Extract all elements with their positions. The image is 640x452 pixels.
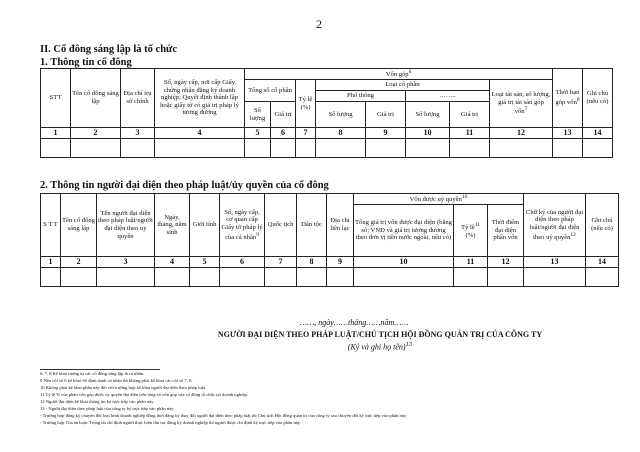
blank-cell [406, 139, 450, 158]
col-number: 5 [190, 257, 220, 268]
blank-cell [121, 139, 155, 158]
col-rep-name: Tên người đại diện theo pháp luật/người đại diện theo uỷ quyền [97, 194, 155, 257]
col-number: 14 [586, 257, 619, 268]
blank-cell [454, 268, 488, 287]
footnote: 6, 7, 8 Kê khai tương tự các cổ đông sáng lập là cá nhân. [40, 371, 145, 376]
col-other-value: Giá trị [450, 102, 490, 128]
date-line: ……, ngày……tháng……năm…… [300, 318, 409, 327]
col-common: Phổ thông [316, 91, 406, 102]
col-number: 5 [245, 128, 271, 139]
col-number: 12 [490, 128, 553, 139]
col-asset: Loại tài sản, số lượng, giá trị tài sản góp vốn$^7$ [490, 80, 553, 128]
col-number: 10 [354, 257, 454, 268]
col-other: …….. [406, 91, 490, 102]
blank-cell [553, 139, 583, 158]
footnote: 9 Nếu cột số 6 kê khai Số định danh cá nhân thì không phải kê khai các cột số 7, 8. [40, 378, 193, 383]
col-shareholder-name: Tên cổ đông sáng lập [61, 194, 97, 257]
blank-cell [583, 139, 613, 158]
blank-cell [271, 139, 296, 158]
blank-cell [61, 268, 97, 287]
col-common-qty: Số lượng [316, 102, 366, 128]
col-number: 8 [316, 128, 366, 139]
col-number: 1 [41, 257, 61, 268]
blank-cell [450, 139, 490, 158]
col-number: 4 [155, 128, 245, 139]
col-number: 10 [406, 128, 450, 139]
blank-cell [488, 268, 524, 287]
subsection-2-title: 2. Thông tin người đại diện theo pháp luật/ủy quyền của cổ đông [40, 180, 329, 191]
col-ratio: Tỷ lệ (%) [296, 80, 316, 128]
col-number: 14 [583, 128, 613, 139]
blank-cell [41, 139, 71, 158]
col-number: 13 [553, 128, 583, 139]
col-total-qty: Số lượng [245, 102, 271, 128]
col-ratio: Tỷ lệ$^{11}$ (%) [454, 205, 488, 257]
col-signature: Chữ ký của người đại diện theo pháp luật/người đại diện theo uỷ quyền$^{12}$ [524, 194, 586, 257]
blank-cell [220, 268, 265, 287]
footnote: 10 Không phải kê khai phần này đối với trường hợp kê khai người đại diện theo pháp luật. [40, 385, 207, 390]
col-total-value: Tổng giá trị vốn được đại diện (bằng số; VNĐ và giá trị tương đương theo đơn vị tiền nước ngoài, nếu có) [354, 205, 454, 257]
blank-cell [265, 268, 297, 287]
footnote: 11 Tỷ lệ % của phần vốn góp được ủy quyền đại diện trên tổng số vốn góp của cổ đông tổ chức tại doanh nghiệp. [40, 392, 248, 397]
col-nationality: Quốc tịch [265, 194, 297, 257]
blank-cell [41, 268, 61, 287]
blank-cell [316, 139, 366, 158]
sign-note: (Ký và ghi họ tên)$^{13}$ [347, 341, 413, 352]
col-representation-date: Thời điểm đại diện phần vốn [488, 205, 524, 257]
blank-cell [327, 268, 354, 287]
col-total-shares: Tổng số cổ phần [245, 80, 296, 102]
blank-cell [297, 268, 327, 287]
col-number: 3 [121, 128, 155, 139]
col-term: Thời hạn góp vốn$^8$ [553, 69, 583, 128]
col-number: 13 [524, 257, 586, 268]
blank-cell [354, 268, 454, 287]
col-common-value: Giá trị [366, 102, 406, 128]
footnote-divider [40, 369, 160, 370]
col-number: 7 [296, 128, 316, 139]
col-gender: Giới tính [190, 194, 220, 257]
blank-cell [155, 268, 190, 287]
col-registration: Số, ngày cấp, nơi cấp Giấy chứng nhận đăng ký doanh nghiệp; Quyết định thành lập hoặc giấy tờ có giá trị pháp lý tương đương [155, 69, 245, 128]
col-other-qty: Số lượng [406, 102, 450, 128]
shareholder-info-table [40, 68, 613, 158]
blank-cell [245, 139, 271, 158]
footnote: - Trường hợp đăng ký chuyển đổi loại hình doanh nghiệp đồng thời đăng ký thay đổi người đại diện theo pháp luật thì Chủ tịch Hội đồng quản trị của công ty sau chuyển đổi ký trực tiếp vào phần này. [40, 413, 407, 418]
col-number: 1 [41, 128, 71, 139]
blank-cell [155, 139, 245, 158]
col-number: 11 [454, 257, 488, 268]
col-contact-address: Địa chỉ liên lạc [327, 194, 354, 257]
col-note: Ghi chú (nếu có) [586, 194, 619, 257]
representative-info-table [40, 193, 619, 287]
blank-cell [97, 268, 155, 287]
col-number: 3 [97, 257, 155, 268]
blank-cell [190, 268, 220, 287]
section-title: II. Cổ đông sáng lập là tổ chức [40, 44, 177, 55]
col-capital: Vốn góp$^6$ [245, 69, 553, 80]
col-number: 6 [271, 128, 296, 139]
footnote: - Trường hợp Tòa án hoặc Trọng tài chỉ định người thực hiện thủ tục đăng ký doanh nghiệp thì người được chỉ định ký trực tiếp vào phần này. [40, 420, 301, 425]
blank-cell [71, 139, 121, 158]
col-number: 4 [155, 257, 190, 268]
subsection-1-title: 1. Thông tin cổ đông [40, 57, 132, 68]
blank-cell [490, 139, 553, 158]
col-total-value: Giá trị [271, 102, 296, 128]
col-number: 11 [450, 128, 490, 139]
col-number: 12 [488, 257, 524, 268]
col-number: 6 [220, 257, 265, 268]
blank-cell [586, 268, 619, 287]
col-number: 9 [366, 128, 406, 139]
col-number: 8 [297, 257, 327, 268]
col-address: Địa chỉ trụ sở chính [121, 69, 155, 128]
col-id-doc: Số, ngày cấp, cơ quan cấp Giấy tờ pháp lý của cá nhân$^9$ [220, 194, 265, 257]
blank-cell [296, 139, 316, 158]
col-number: 9 [327, 257, 354, 268]
col-number: 2 [61, 257, 97, 268]
col-share-type: Loại cổ phần [316, 80, 490, 91]
blank-cell [366, 139, 406, 158]
col-authorized-capital: Vốn được uỷ quyền$^{10}$ [354, 194, 524, 205]
col-ethnicity: Dân tộc [297, 194, 327, 257]
col-birth-date: Ngày, tháng, năm sinh [155, 194, 190, 257]
footnote: 13 - Người đại diện theo pháp luật của công ty ký trực tiếp vào phần này. [40, 406, 175, 411]
page-number: 2 [316, 17, 322, 31]
blank-cell [524, 268, 586, 287]
footnote: 12 Người đại diện kê khai thông tin ký trực tiếp vào phần này. [40, 399, 155, 404]
col-number: 7 [265, 257, 297, 268]
col-shareholder-name: Tên cổ đông sáng lập [71, 69, 121, 128]
col-note: Ghi chú (nếu có) [583, 69, 613, 128]
col-number: 2 [71, 128, 121, 139]
signer-title: NGƯỜI ĐẠI DIỆN THEO PHÁP LUẬT/CHỦ TỊCH HỘI ĐỒNG QUẢN TRỊ CỦA CÔNG TY [217, 330, 543, 339]
col-stt: S T T [41, 194, 61, 257]
col-stt: STT [41, 69, 71, 128]
